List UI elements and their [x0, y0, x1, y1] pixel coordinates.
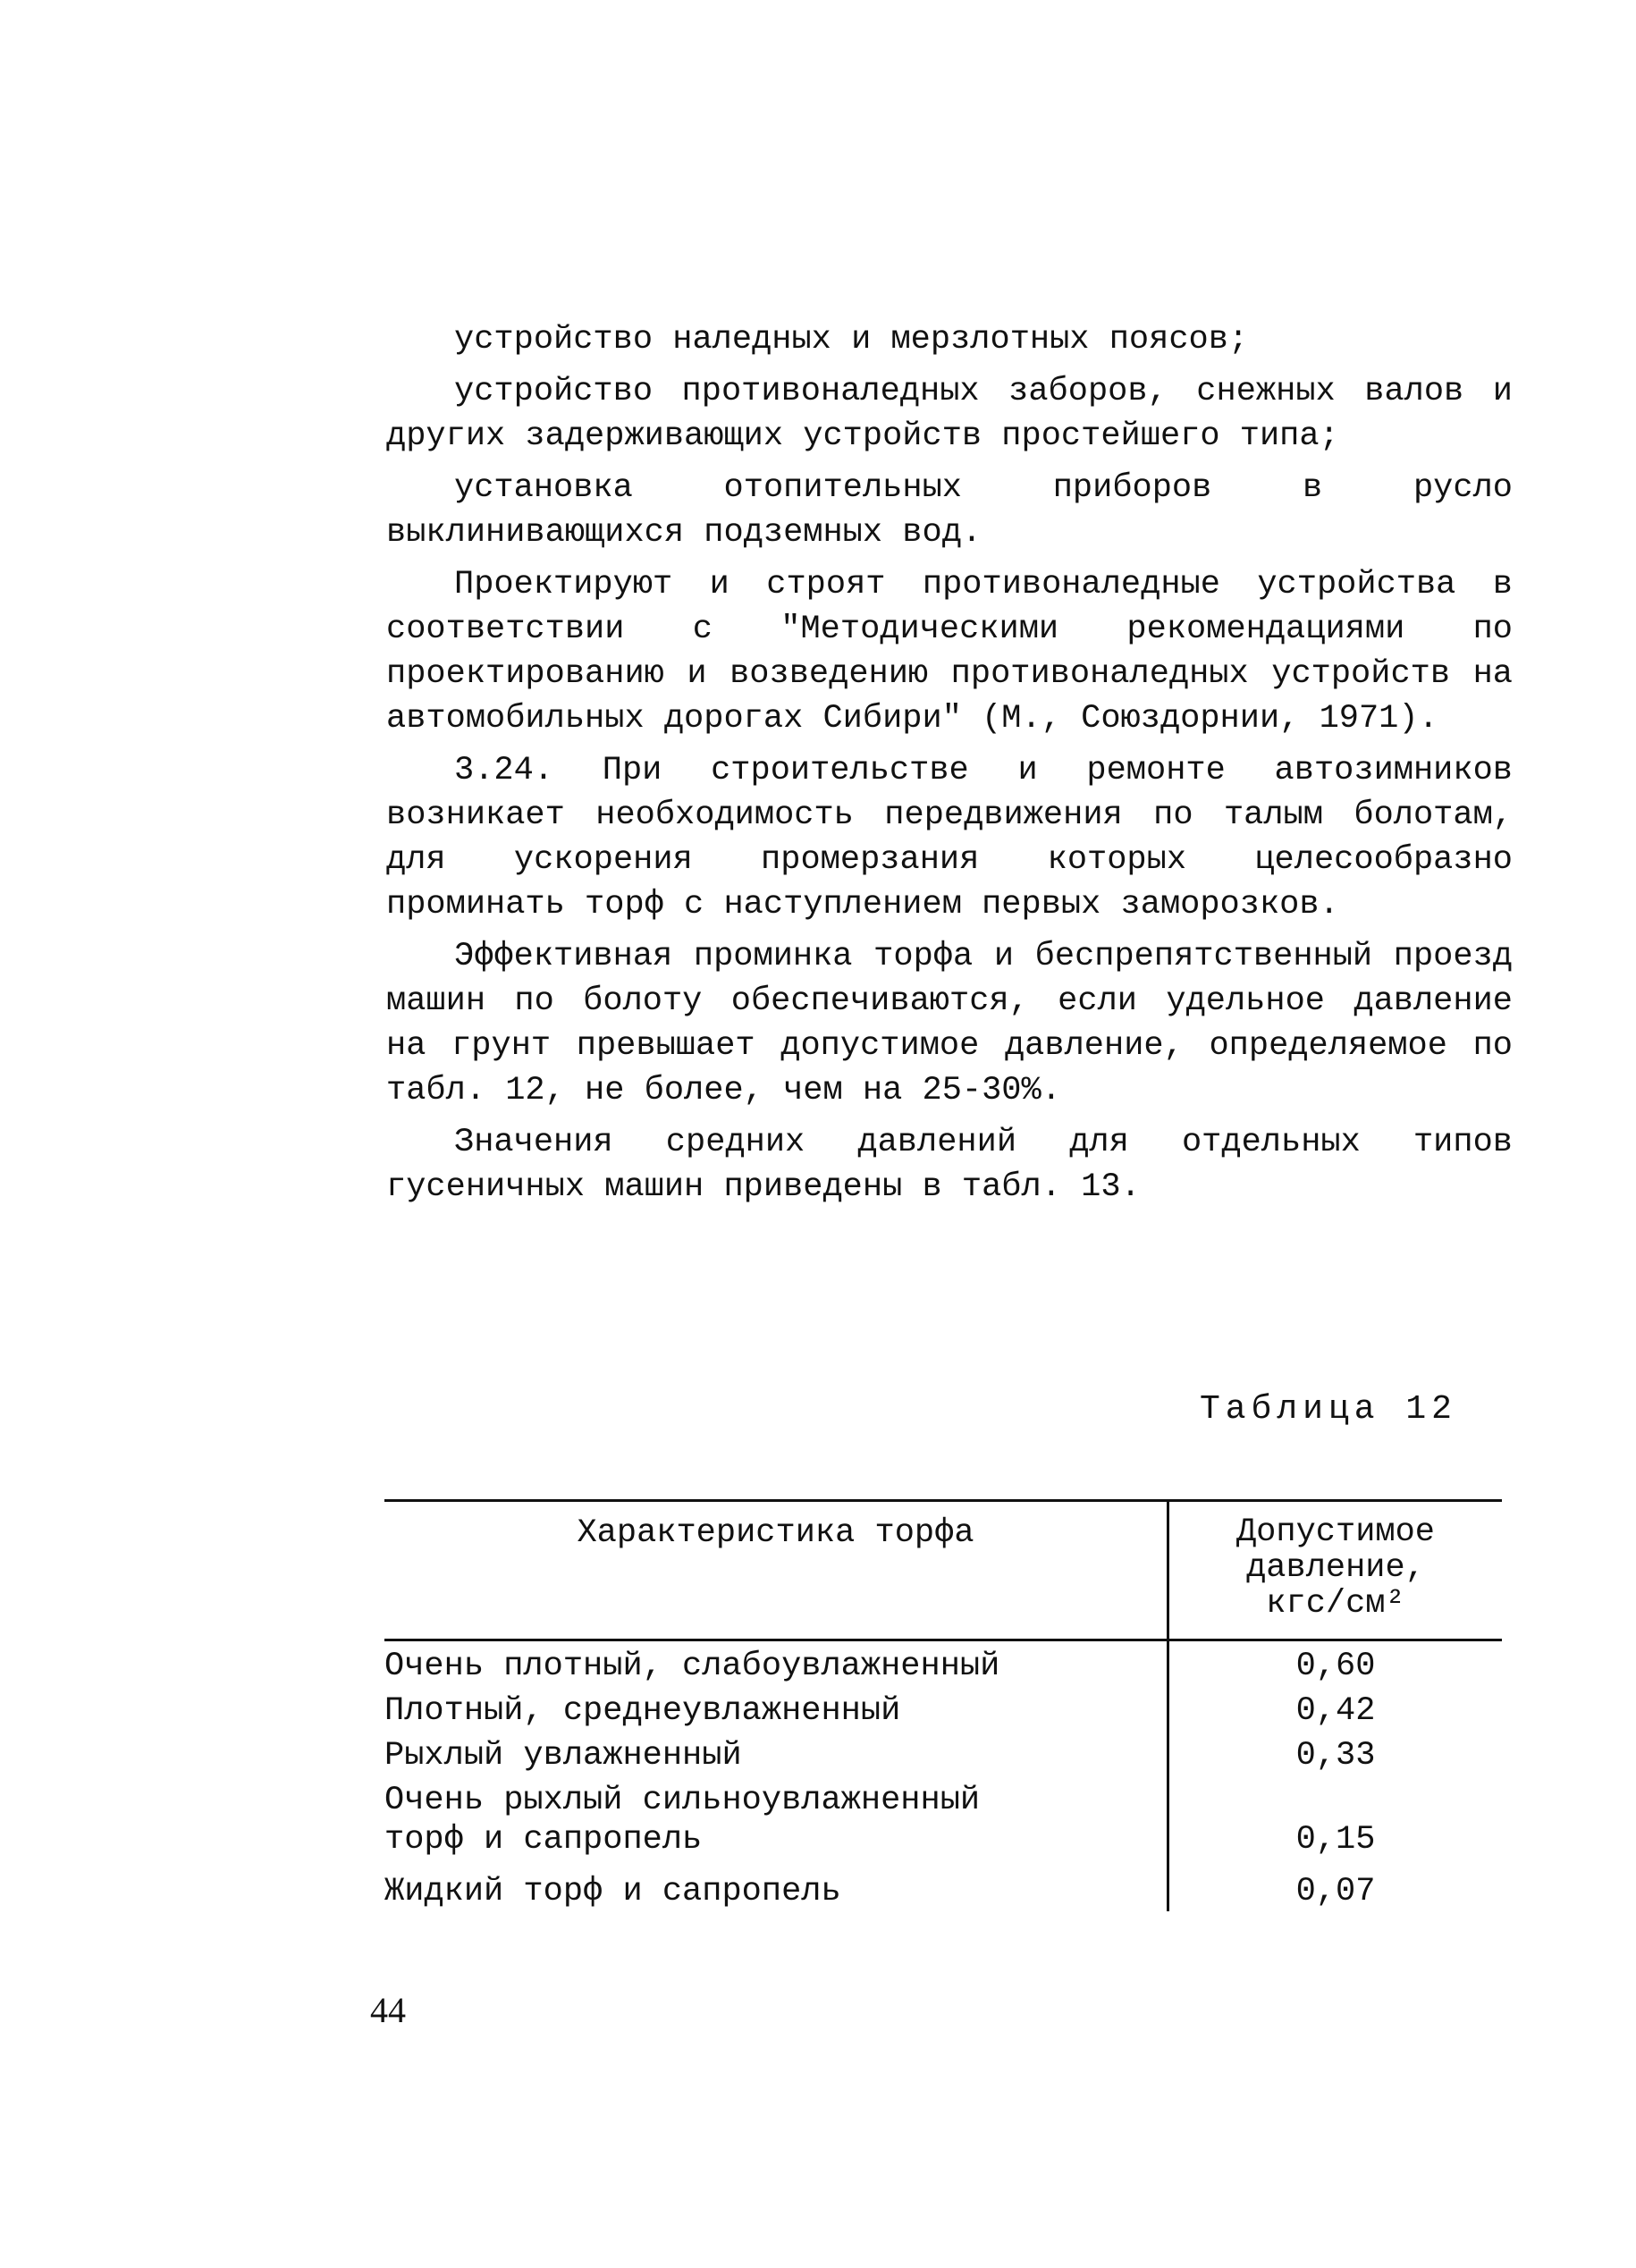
row-characteristic: Жидкий торф и сапропель — [384, 1859, 1169, 1911]
body-text — [386, 317, 1513, 1210]
paragraph: устройство наледных и мерзлотных поясов; — [454, 321, 1249, 358]
paragraph: устройство противоналедных заборов, снежных валов и других задерживающих устройств простейшего типа; — [386, 373, 1513, 455]
table-caption: Таблица 12 — [1199, 1390, 1457, 1429]
table-header — [384, 1502, 1502, 1639]
header-pressure-line2: давление, — [1246, 1549, 1425, 1587]
table-row — [384, 1731, 1502, 1775]
row-pressure — [1169, 1775, 1502, 1859]
paragraph: Эффективная проминка торфа и беспрепятственный проезд машин по болоту обеспечиваются, если удельное давление на грунт превышает допустимое давление, определяемое по табл. 12, не более, чем на 25-30%. — [386, 938, 1513, 1109]
page-number: 44 — [370, 1990, 406, 2030]
header-cell-characteristic: Характеристика торфа — [384, 1502, 1169, 1639]
row-pressure-value: 0,15 — [1295, 1821, 1376, 1859]
paragraph: установка отопительных приборов в русло выклинивающихся подземных вод. — [386, 469, 1513, 552]
row-pressure: 0,07 — [1295, 1873, 1376, 1910]
header-cell-pressure — [1169, 1502, 1502, 1639]
table-body — [384, 1641, 1502, 1911]
row-pressure: 0,60 — [1295, 1648, 1376, 1685]
row-pressure: 0,42 — [1295, 1692, 1376, 1730]
row-characteristic: Очень плотный, слабоувлажненный — [384, 1641, 1169, 1686]
paragraph: Проектируют и строят противоналедные устройства в соответствии с "Методическими рекомендациями по проектированию и возведению противоналедных устройств на автомобильных дорогах Сибири" (М., Союздорнии, 1971). — [386, 566, 1513, 738]
row-pressure: 0,33 — [1295, 1737, 1376, 1775]
paragraph: 3.24. При строительстве и ремонте автозимников возникает необходимость передвижения по талым болотам, для ускорения промерзания которых целесообразно проминать торф с наступлением первых заморозков. — [386, 752, 1513, 923]
paragraph: Значения средних давлений для отдельных типов гусеничных машин приведены в табл. 13. — [386, 1124, 1513, 1206]
table-row — [384, 1775, 1502, 1859]
header-pressure-line1: Допустимое — [1235, 1513, 1436, 1551]
row-characteristic: Плотный, среднеувлажненный — [384, 1686, 1169, 1731]
peat-pressure-table — [384, 1499, 1502, 1911]
table-row — [384, 1686, 1502, 1731]
header-pressure-unit: кгс/см² — [1266, 1585, 1405, 1623]
table-row — [384, 1859, 1502, 1911]
row-characteristic: Очень рыхлый сильноувлажненный торф и сапропель — [384, 1775, 1169, 1859]
table-row — [384, 1641, 1502, 1686]
row-characteristic: Рыхлый увлажненный — [384, 1731, 1169, 1775]
